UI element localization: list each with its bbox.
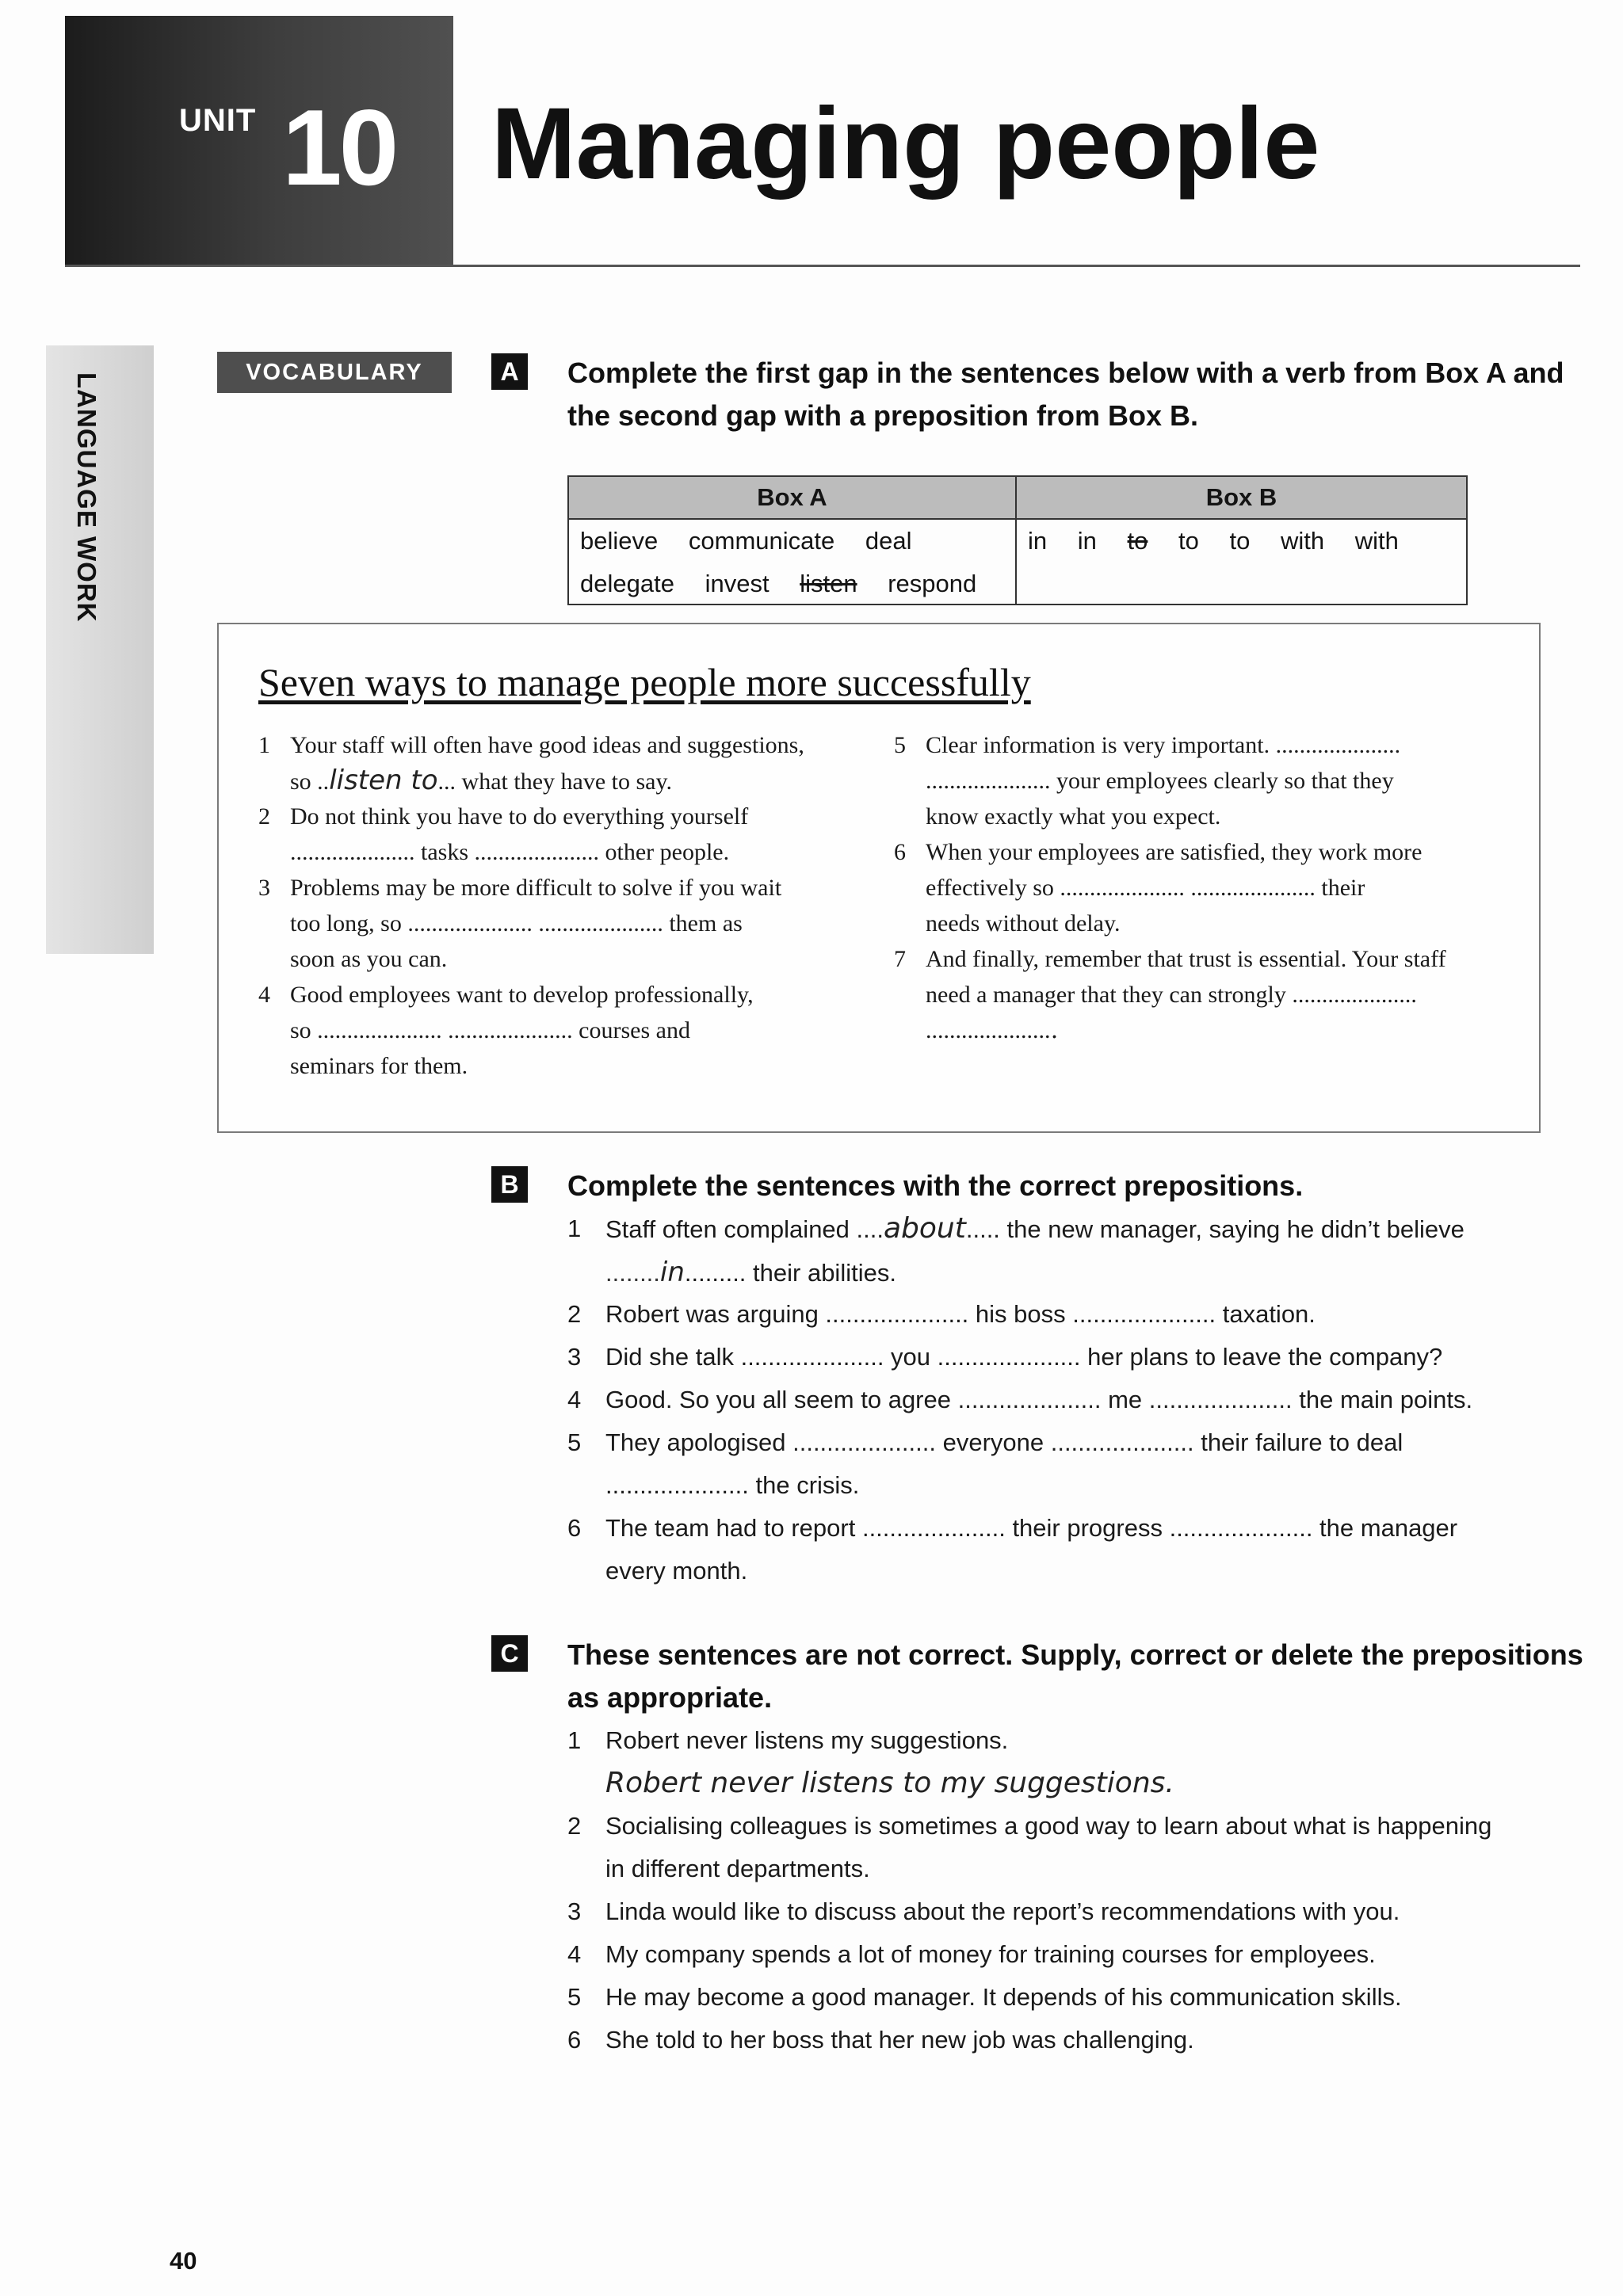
item-line: And finally, remember that trust is essential. Your staff: [926, 946, 1446, 972]
box-b-row: [1017, 520, 1466, 563]
item-line: too long, so ..................... ..................... them as: [290, 910, 743, 936]
item-line: ..................... the crisis.: [605, 1471, 860, 1499]
box-word: respond: [888, 570, 977, 597]
box-word: delegate: [580, 570, 674, 597]
item-number: 5: [567, 1983, 582, 2011]
item-line: effectively so ..................... ..................... their: [926, 875, 1365, 901]
box-word: to: [1229, 527, 1251, 555]
page-number: 40: [170, 2247, 197, 2275]
item-line: Robert never listens my suggestions.: [605, 1726, 1009, 1754]
item-line-part: ......... their abilities.: [684, 1259, 896, 1287]
item-text: [926, 834, 1422, 941]
instruction-line: These sentences are not correct. Supply, correct or delete the prepositions: [567, 1638, 1583, 1671]
item-line: My company spends a lot of money for training courses for employees.: [605, 1940, 1376, 1968]
item-number: 3: [567, 1343, 582, 1371]
item-line: ..................... tasks ..................... other people.: [290, 839, 730, 865]
box-a-row: [569, 563, 1015, 605]
section-a-marker: A: [491, 353, 528, 390]
instruction-line: Complete the first gap in the sentences below with a verb from Box A and: [567, 357, 1564, 389]
item-number: 3: [567, 1897, 582, 1925]
box-a-title: Box A: [569, 477, 1015, 520]
item-line: Do not think you have to do everything yourself: [290, 803, 749, 830]
item-line: The team had to report ..................... their progress ..................... the manager: [605, 1514, 1458, 1542]
article-right-column: [894, 727, 1520, 1044]
box-word: believe: [580, 527, 659, 555]
article-left-column: [258, 727, 876, 1100]
handwritten-answer: about: [883, 1212, 966, 1245]
item-line: need a manager that they can strongly .....................: [926, 982, 1417, 1008]
item-number: 1: [567, 1726, 582, 1754]
item-text: [926, 727, 1400, 834]
item-number: 7: [894, 946, 906, 972]
article-title: Seven ways to manage people more successfully: [258, 660, 1031, 704]
item-text: [926, 941, 1446, 1048]
section-a-instruction: [567, 352, 1564, 437]
box-word: in: [1077, 527, 1097, 555]
box-word-struck: to: [1127, 527, 1148, 555]
item-line-part: Staff often complained ....: [605, 1215, 884, 1243]
item-text: [605, 1207, 1465, 1295]
box-b-title: Box B: [1017, 477, 1466, 520]
item-line: know exactly what you expect.: [926, 803, 1221, 830]
item-number: 4: [567, 1386, 582, 1413]
item-number: 6: [567, 2026, 582, 2054]
box-a: [569, 477, 1017, 604]
item-number: 2: [567, 1300, 582, 1328]
item-line: Your staff will often have good ideas and suggestions,: [290, 732, 804, 758]
section-c-marker: C: [491, 1635, 528, 1672]
item-line-part: so ..: [290, 769, 330, 795]
item-number: 6: [567, 1514, 582, 1542]
item-text: [290, 799, 748, 870]
item-text: [290, 727, 804, 799]
item-line: Did she talk ..................... you ..................... her plans to leave the company?: [605, 1343, 1443, 1371]
item-number: 2: [258, 803, 270, 830]
word-box-table: [567, 475, 1468, 605]
item-number: 6: [894, 839, 906, 865]
item-number: 3: [258, 875, 270, 901]
item-line: [290, 763, 804, 799]
item-line: Problems may be more difficult to solve if you wait: [290, 875, 782, 901]
item-line: Linda would like to discuss about the report’s recommendations with you.: [605, 1897, 1400, 1925]
vocabulary-label: VOCABULARY: [217, 352, 452, 393]
section-c-instruction: [567, 1634, 1583, 1719]
box-word: communicate: [688, 527, 835, 555]
box-word: in: [1028, 527, 1048, 555]
box-a-row: [569, 520, 1015, 563]
header-divider: [65, 265, 1580, 267]
item-line-part: ........: [605, 1259, 660, 1287]
section-b-list: [567, 1207, 1590, 1588]
item-line: seminars for them.: [290, 1053, 468, 1079]
unit-number: 10: [282, 87, 396, 208]
item-number: 5: [567, 1428, 582, 1456]
item-line: ..................... your employees clearly so that they: [926, 768, 1394, 794]
section-c-list: [567, 1719, 1590, 2068]
item-text: [605, 1507, 1457, 1592]
box-word: with: [1280, 527, 1325, 555]
item-line: They apologised ..................... everyone ..................... their failure to deal: [605, 1428, 1403, 1456]
unit-label: UNIT: [179, 103, 257, 138]
item-text: [290, 870, 781, 977]
item-line: every month.: [605, 1557, 748, 1585]
item-line: Socialising colleagues is sometimes a good way to learn about what is happening: [605, 1812, 1492, 1840]
item-line: needs without delay.: [926, 910, 1121, 936]
item-line-part: ... what they have to say.: [437, 769, 673, 795]
box-word: with: [1354, 527, 1399, 555]
item-line: When your employees are satisfied, they work more: [926, 839, 1423, 865]
item-number: 4: [567, 1940, 582, 1968]
item-line: Robert was arguing ..................... his boss ..................... taxation.: [605, 1300, 1316, 1328]
box-word: to: [1178, 527, 1199, 555]
instruction-line: the second gap with a preposition from Box B.: [567, 399, 1199, 432]
item-number: 1: [567, 1215, 582, 1242]
handwritten-answer: listen to: [329, 765, 438, 796]
section-b-marker: B: [491, 1166, 528, 1203]
handwritten-answer: in: [659, 1257, 685, 1288]
item-line: Good employees want to develop professionally,: [290, 982, 754, 1008]
page-title: Managing people: [491, 87, 1320, 200]
item-line: [605, 1251, 1465, 1295]
item-line: in different departments.: [605, 1855, 870, 1882]
item-number: 2: [567, 1812, 582, 1840]
side-tab-label: LANGUAGE WORK: [72, 372, 101, 623]
item-line: [605, 1207, 1465, 1251]
item-line: He may become a good manager. It depends of his communication skills.: [605, 1983, 1402, 2011]
section-b-instruction: Complete the sentences with the correct prepositions.: [567, 1169, 1304, 1202]
item-line: She told to her boss that her new job was challenging.: [605, 2026, 1194, 2054]
item-text: [290, 977, 754, 1084]
box-word: deal: [865, 527, 912, 555]
item-line-part: ..... the new manager, saying he didn’t believe: [965, 1215, 1465, 1243]
box-b: [1017, 477, 1466, 604]
box-word-struck: listen: [800, 570, 857, 597]
item-number: 5: [894, 732, 906, 758]
item-number: 1: [258, 732, 270, 758]
box-word: invest: [705, 570, 769, 597]
item-line: soon as you can.: [290, 946, 448, 972]
handwritten-answer: Robert never listens to my suggestions.: [605, 1767, 1174, 1799]
item-text: [605, 1719, 1174, 1805]
item-line: Clear information is very important. .....................: [926, 732, 1401, 758]
item-line: .....................․: [926, 1017, 1059, 1043]
instruction-line: as appropriate.: [567, 1681, 773, 1714]
item-line: so ..................... ..................... courses and: [290, 1017, 690, 1043]
item-text: [605, 1421, 1403, 1507]
item-text: [605, 1805, 1491, 1890]
item-number: 4: [258, 982, 270, 1008]
item-line: Good. So you all seem to agree ..................... me ..................... the main points.: [605, 1386, 1473, 1413]
